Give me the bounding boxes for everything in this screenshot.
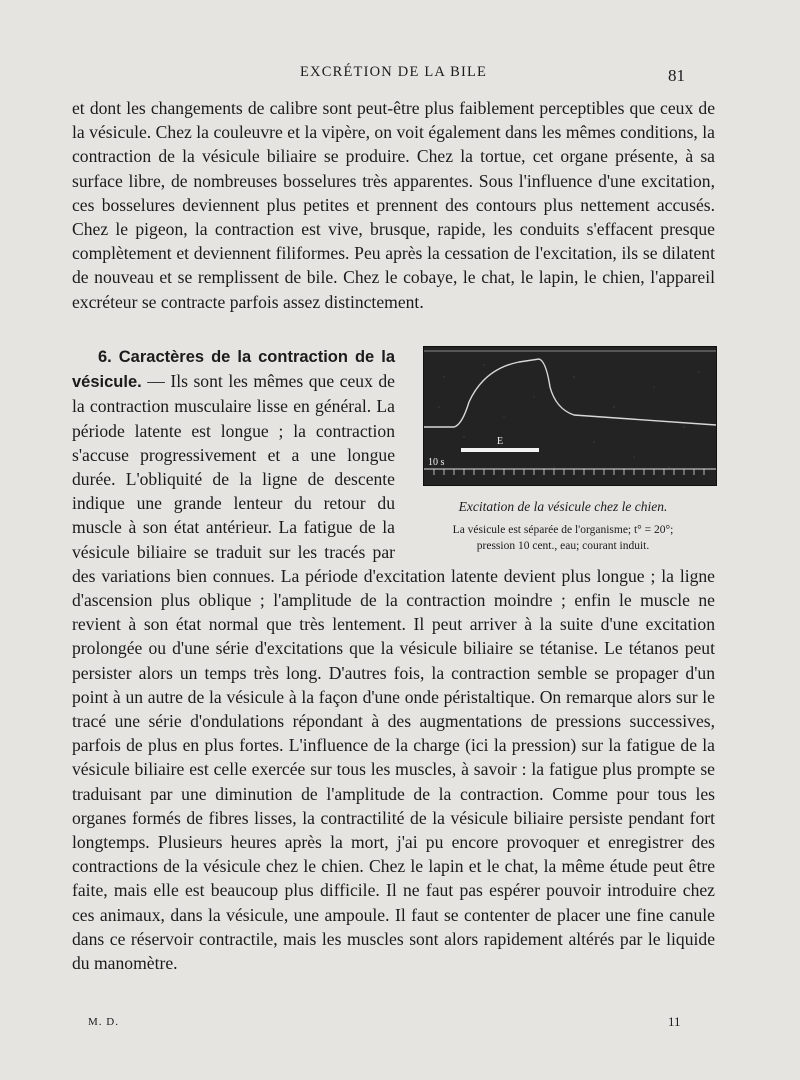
running-title: EXCRÉTION DE LA BILE (300, 64, 488, 80)
footer-signature: M. D. (88, 1016, 119, 1028)
page-number: 81 (668, 66, 685, 85)
paragraph-2: — Ils sont les mêmes que ceux de la contraction musculaire lisse en général. La période latente est longue ; la contraction s'accuse progressivement et a une longue durée. L'obliquité de la ligne de descente indique une grande lenteur du retour du muscle à son état antérieur. La fatigue de la vésicule biliaire se traduit sur les tracés par des variations bien connues. La période d'excitation latente devient plus longue ; la ligne d'ascension plus oblique ; l'amplitude de la contraction moindre ; enfin le muscle ne revient à son état normal que très lentement. Il peut arriver à la suite d'une excitation prolongée ou d'une série d'excitations que la vésicule biliaire se tétanise. Le tétanos peut persister alors un temps très long. D'autres fois, la contraction semble se propager d'un point à un autre de la vésicule à la façon d'une onde péristaltique. On remarque alors sur le tracé une série d'ondulations répondant à des augmentations de pressions successives, parfois de plus en plus fortes. L'influence de la charge (ici la pression) sur la fatigue de la vésicule biliaire est celle exercée sur tous les muscles, à savoir : la fatigue plus prompte se traduisant par une diminution de l'amplitude de la contraction. Comme pour tous les organes formés de fibres lisses, la contractilité de la vésicule biliaire persiste pendant fort longtemps. Plusieurs heures après la mort, j'ai pu encore provoquer et enregistrer des contractions de la vésicule chez le chien. Chez le lapin et le chat, la même étude peut être faite, mais elle est beaucoup plus difficile. Il ne faut pas espérer pouvoir introduire chez ces animaux, dans la vésicule, une ampoule. Il faut se contenter de placer une fine canule dans ce réservoir contractile, mais les muscles sont alors rapidement altérés par le liquide du manomètre. (72, 371, 715, 974)
footer-sheet-number: 11 (668, 1014, 681, 1029)
time-scale-label: 10 s (428, 457, 445, 468)
figure-caption: Excitation de la vésicule chez le chien. (458, 499, 668, 514)
figure-legend-line-1: La vésicule est séparée de l'organisme; t° = 20°; (452, 524, 674, 536)
figure-excitation (411, 346, 715, 554)
excitation-marker (461, 448, 539, 452)
figure-legend-line-2: pression 10 cent., eau; courant induit. (476, 540, 650, 552)
excitation-label: E (497, 436, 504, 447)
contraction-trace-figure (423, 346, 717, 486)
section-heading: 6. Caractères de la contraction de la vésicule. (72, 348, 395, 392)
paragraph-1: et dont les changements de calibre sont peut-être plus faiblement perceptibles que ceux de la vésicule. Chez la couleuvre et la vipère, on voit également dans les mêmes conditions, la contraction de la vésicule biliaire se produire. Chez la tortue, cet organe présente, à sa surface libre, de nombreuses bosselures très apparentes. Sous l'influence d'une excitation, ces bosselures deviennent plus petites et prennent des contours plus nettement accusés. Chez le pigeon, la contraction est vive, brusque, rapide, les conduits s'effacent presque complètement et deviennent filiformes. Peu après la cessation de l'excitation, ils se dilatent de nouveau et se remplissent de bile. Chez le cobaye, le chat, le lapin, le chien, l'appareil excréteur se contracte parfois assez distinctement. (72, 98, 715, 312)
paragraph-2-block (72, 344, 715, 975)
